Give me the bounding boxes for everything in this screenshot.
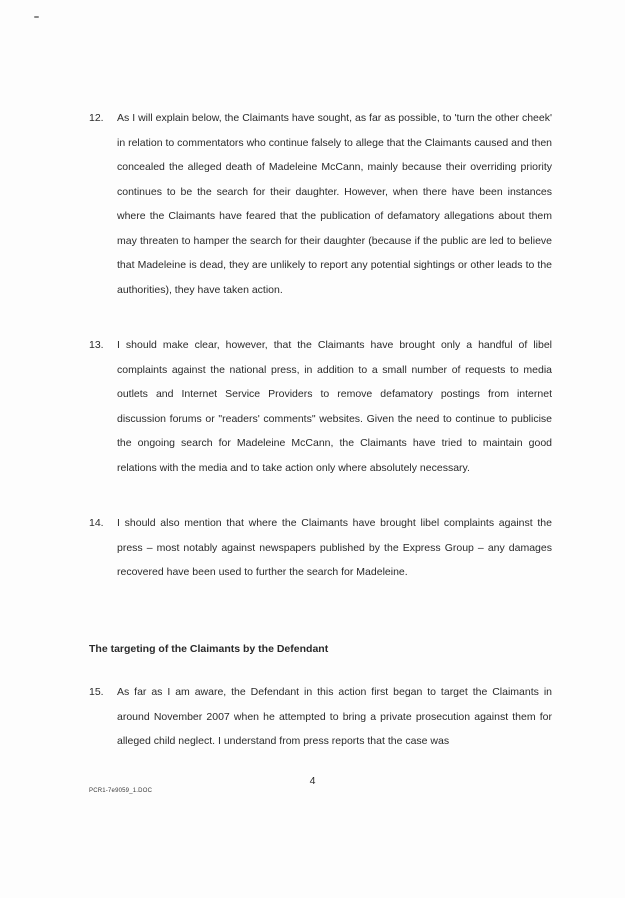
paragraph-12 [89,106,552,302]
paragraph-number: 12. [89,112,104,124]
paragraph-13 [89,333,552,480]
paragraph-number: 15. [89,686,104,698]
scan-mark [34,16,39,18]
paragraph-text: As far as I am aware, the Defendant in this action first began to target the Claimants in around November 2007 when he attempted to bring a private prosecution against them for alleged child neglect. I understand from press reports that the case was [117,686,552,747]
document-reference: PCR1-7e9059_1.DOC [89,788,153,794]
paragraph-text: I should also mention that where the Claimants have brought libel complaints against the press – most notably against newspapers published by the Express Group – any damages recovered have been used to further the search for Madeleine. [117,517,552,578]
paragraph-number: 13. [89,339,104,351]
paragraph-14 [89,511,552,585]
paragraph-text: I should make clear, however, that the Claimants have brought only a handful of libel complaints against the national press, in addition to a small number of requests to media outlets and Internet Service Providers to remove defamatory postings from internet discussion forums or "readers' comments" websites. Given the need to continue to publicise the ongoing search for Madeleine McCann, the Claimants have tried to maintain good relations with the media and to take action only where absolutely necessary. [117,339,552,474]
section-heading: The targeting of the Claimants by the Defendant [89,643,329,655]
paragraph-number: 14. [89,517,104,529]
page-number: 4 [309,775,316,787]
paragraph-text: As I will explain below, the Claimants have sought, as far as possible, to 'turn the other cheek' in relation to commentators who continue falsely to allege that the Claimants caused and then concealed the alleged death of Madeleine McCann, mainly because their overriding priority continues to be the search for their daughter. However, when there have been instances where the Claimants have feared that the publication of defamatory allegations about them may threaten to hamper the search for their daughter (because if the public are led to believe that Madeleine is dead, they are unlikely to report any potential sightings or other leads to the authorities), they have taken action. [117,112,552,296]
paragraph-15 [89,680,552,754]
